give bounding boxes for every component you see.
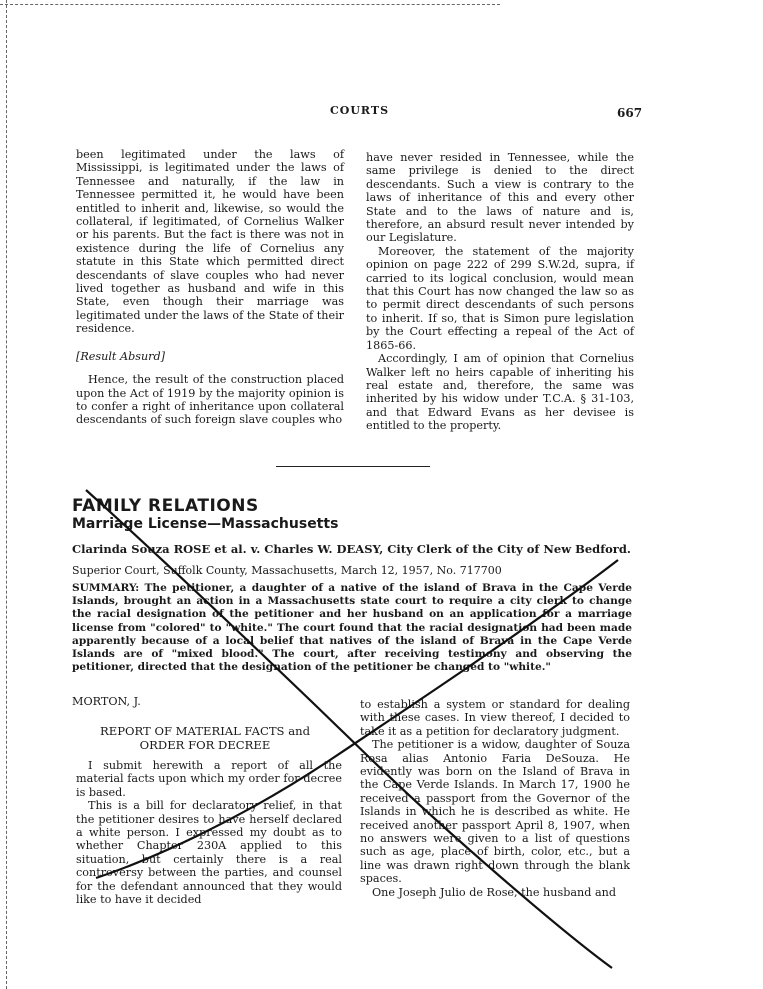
paragraph: Moreover, the statement of the majority opinion on page 222 of 299 S.W.2d, supra, if carried to its logical conclusion, would mean that this Court has now changed the law so as to permit direct descendants of such persons to inherit. If so, that is Simon pure legislation by the Court effecting a repeal of the Act of 1865-66.: [366, 244, 634, 352]
paragraph: Hence, the result of the construction placed upon the Act of 1919 by the majority opinion is to confer a right of inheritance upon collateral descendants of such foreign slave couples who: [76, 373, 344, 427]
running-header: COURTS: [330, 104, 390, 117]
paragraph: been legitimated under the laws of Mississippi, is legitimated under the laws of Tennessee and naturally, if the law in Tennessee permitted it, he would have been entitled to inherit and, likewise, so would the collateral, if legitimated, of Cornelius Walker or his parents. But the fact is there was not in existence during the life of Cornelius any statute in this State which permitted direct descendants of slave couples who had never lived together as husband and wife in this State, even though their marriage was legitimated under the laws of the State of their residence.: [76, 148, 344, 336]
judge-name: MORTON, J.: [72, 695, 141, 708]
page-number: 667: [617, 106, 643, 120]
paragraph: One Joseph Julio de Rose, the husband and: [372, 885, 616, 899]
paragraph: I submit herewith a report of all the material facts upon which my order for decree is based.: [76, 759, 342, 799]
section-title: FAMILY RELATIONS: [72, 496, 259, 516]
bottom-right-column: [360, 698, 630, 899]
paragraph: to establish a system or standard for dealing with these cases. In view thereof, I decided to take it as a petition for declaratory judgment.: [360, 698, 630, 738]
report-heading-line: REPORT OF MATERIAL FACTS and: [100, 724, 310, 738]
report-heading: [80, 725, 330, 752]
top-right-column: [366, 151, 634, 433]
case-title: Clarinda Souza ROSE et al. v. Charles W. DEASY, City Clerk of the City of New Bedford.: [72, 542, 631, 556]
paragraph: This is a bill for declaratory relief, in that the petitioner desires to have herself declared a white person. I expressed my doubt as to whether Chapter 230A applied to this situation, but certainly there is a real controversy between the parties, and counsel for the defendant announced that they would like to have it decided: [76, 799, 342, 907]
scan-border-top: [0, 4, 500, 5]
top-left-column: [76, 148, 344, 427]
report-heading-line: ORDER FOR DECREE: [139, 737, 271, 752]
paragraph: have never resided in Tennessee, while the same privilege is denied to the direct descendants. Such a view is contrary to the laws of inheritance of this and every other State and to the laws of nature and is, therefore, an absurd result never intended by our Legislature.: [366, 151, 634, 245]
case-summary: SUMMARY: The petitioner, a daughter of a native of the island of Brava in the Cape Verde Islands, brought an action in a Massachusetts state court to require a city clerk to change the racial designation of the petitioner and her husband on an application for a marriage license from "colored" to "white." The court found that the racial designation had been made apparently because of a local belief that natives of the island of Brava in the Cape Verde Islands are of "mixed blood." The court, after receiving testimony and observing the petitioner, directed that the designation of the petitioner be changed to "white.": [72, 582, 632, 674]
subheading: [Result Absurd]: [76, 349, 166, 363]
bottom-left-column: [76, 759, 342, 906]
paragraph: Accordingly, I am of opinion that Cornelius Walker left no heirs capable of inheriting his real estate and, therefore, the same was inherited by his widow under T.C.A. § 31-103, and that Edward Evans as her devisee is entitled to the property.: [366, 352, 634, 433]
scan-border-left: [6, 0, 7, 989]
section-subtitle: Marriage License—Massachusetts: [72, 516, 339, 532]
paragraph: The petitioner is a widow, daughter of Souza Rosa alias Antonio Faria DeSouza. He evidently was born on the Island of Brava in the Cape Verde Islands. In March 17, 1900 he received a passport from the Governor of the Islands in which he is described as white. He received another passport April 8, 1907, when no answers were given to a list of questions such as age, place of birth, color, etc., but a line was drawn right down through the blank spaces.: [360, 738, 630, 886]
court-citation: Superior Court, Suffolk County, Massachusetts, March 12, 1957, No. 717700: [72, 564, 502, 577]
section-divider: [276, 466, 430, 467]
